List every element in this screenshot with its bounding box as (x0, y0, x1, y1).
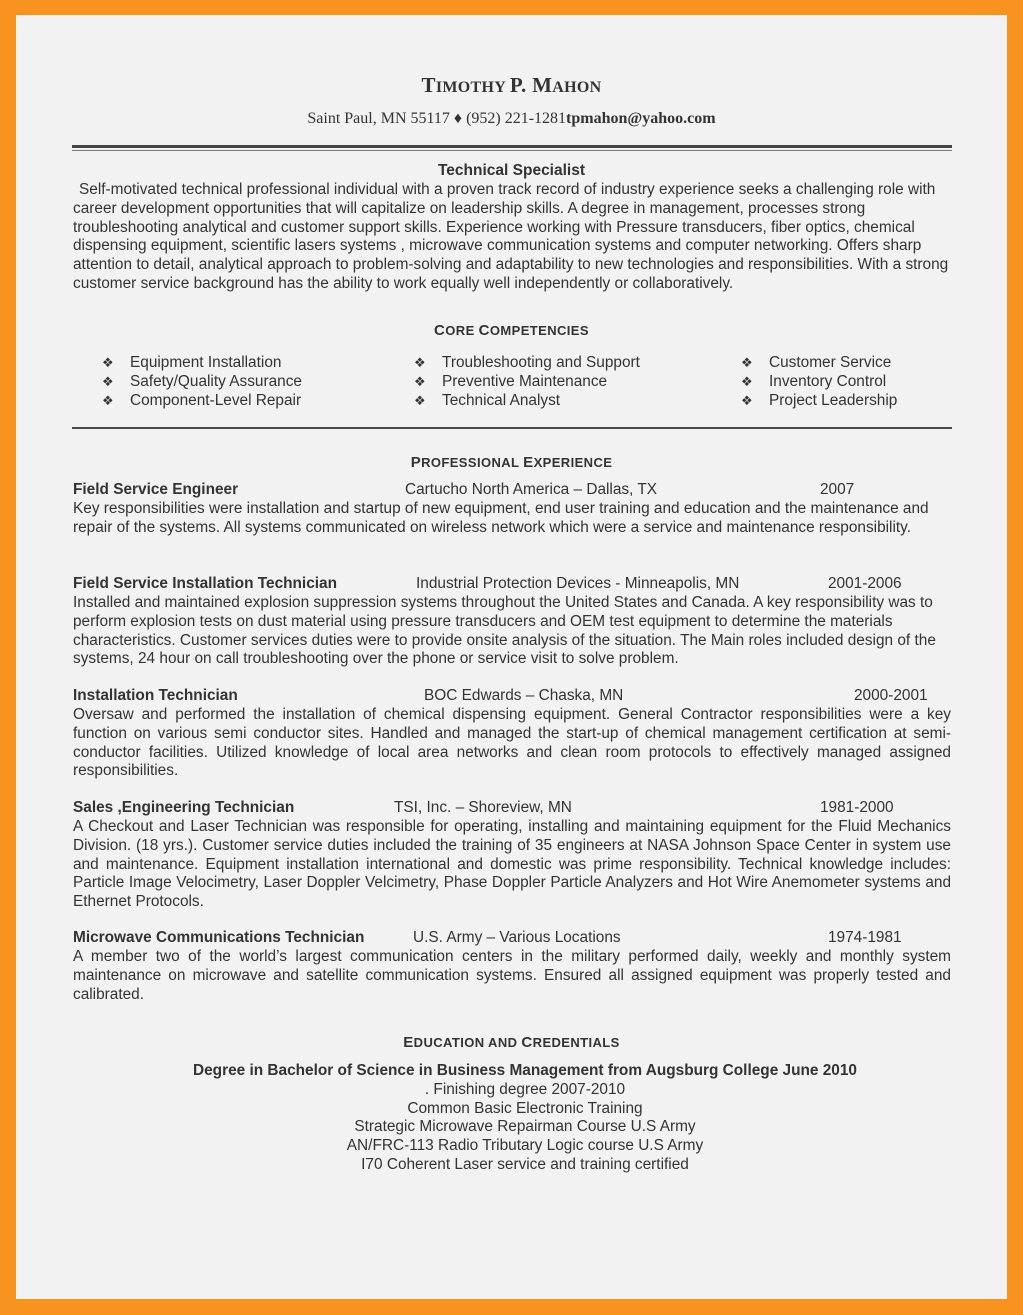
job-years: 1981-2000 (820, 799, 894, 816)
education-title (0, 1034, 1023, 1051)
job-header (73, 929, 951, 948)
title-segment: IMOTHY (435, 79, 510, 96)
competencies-divider (72, 427, 952, 429)
credential-line: I70 Coherent Laser service and training certified (361, 1155, 689, 1173)
competency-label: Safety/Quality Assurance (130, 373, 302, 390)
job-organization: U.S. Army – Various Locations (413, 929, 621, 946)
title-segment: E (523, 454, 534, 471)
job-organization: TSI, Inc. – Shoreview, MN (394, 799, 572, 816)
job-description: A member two of the world’s largest communication centers in the military performed daily, weekly and monthly system maintenance on microwave and satellite communication systems. Ensured all assigned equipment was properly tested and calibrated. (73, 948, 951, 1003)
title-segment: DUCATION AND (413, 1035, 522, 1050)
competency-label: Technical Analyst (442, 392, 561, 409)
job-title: Microwave Communications Technician (73, 929, 365, 946)
job-description: Installed and maintained explosion suppression systems throughout the United States and Canada. A key responsibility was to perform explosion tests on dust material using pressure transducers and OEM test equipment to determine the materials characteristics. Customer services duties were to provide onsite analysis of the situation. The Main roles included design of the systems, 24 hour on call troubleshooting over the phone or service visit to solve problem. (73, 594, 936, 668)
degree: Degree in Bachelor of Science in Business Management from Augsburg College June 2010 (193, 1062, 857, 1079)
competency-item (412, 372, 640, 391)
title-segment: ROFESSIONAL (421, 455, 524, 470)
job-description: A Checkout and Laser Technician was responsible for operating, installing and maintaining equipment for the Fluid Mechanics Division. (18 yrs.). Customer service duties included the training of 35 engineers at NASA Johnson Space Center in system use and maintenance. Equipment installation international and domestic was prime responsibility. Technical knowledge includes: Particle Image Velocimetry, Laser Doppler Velcimetry, Phase Doppler Particle Analyzers and Hot Wire Anemometer systems and Ethernet Protocols. (73, 818, 951, 911)
credential-line: . Finishing degree 2007-2010 (424, 1080, 626, 1098)
contact-address-phone: Saint Paul, MN 55117 ♦ (952) 221-1281 (307, 110, 567, 127)
job-years: 2007 (820, 481, 855, 498)
competency-item (100, 353, 302, 372)
diamond-bullet-icon: ❖ (741, 374, 753, 389)
job-header (73, 481, 951, 500)
competency-item (739, 353, 897, 372)
contact-email[interactable]: tpmahon@yahoo.com (566, 110, 716, 127)
job-title: Field Service Installation Technician (73, 575, 337, 592)
job-years: 1974-1981 (828, 929, 902, 946)
title-segment: REDENTIALS (532, 1035, 620, 1050)
title-segment: C (434, 322, 446, 339)
credential-line: AN/FRC-113 Radio Tributary Logic course U.S Army (346, 1137, 704, 1155)
summary-text: Self-motivated technical professional individual with a proven track record of industry experience seeks a challenging role with career development opportunities that will capitalize on leadership skills. A degree in management, processes strong troubleshooting analytical and customer support skills. Experience working with Pressure transducers, fiber optics, chemical dispensing equipment, scientific lasers systems , microwave communication systems and computer networking. Offers sharp attention to detail, analytical approach to problem-solving and adaptability to new technologies and responsibilities. With a strong customer service background has the ability to work equally well independently or collaboratively. (73, 181, 949, 292)
title-segment: E (403, 1034, 414, 1051)
title-segment: OMPETENCIES (489, 323, 589, 338)
competency-label: Customer Service (769, 354, 892, 371)
education-block (0, 1062, 1023, 1175)
diamond-bullet-icon: ❖ (414, 393, 426, 408)
competency-label: Project Leadership (769, 392, 898, 409)
job-organization: BOC Edwards – Chaska, MN (424, 687, 624, 704)
diamond-bullet-icon: ❖ (741, 393, 753, 408)
summary-heading: Technical Specialist (437, 162, 586, 179)
competency-item (100, 372, 302, 391)
job-description: Key responsibilities were installation and startup of new equipment, end user training and education and the maintenance and repair of the systems. All systems communicated on wireless network which were a service and maintenance responsibility. (73, 500, 929, 536)
job-years: 2001-2006 (828, 575, 902, 592)
title-segment: P (410, 454, 422, 471)
competency-column-3 (739, 353, 897, 410)
job-description: Oversaw and performed the installation of chemical dispensing equipment. General Contractor responsibilities were a key function on various semi conductor sites. Handled and managed the start-up of chemical management certification at semi-conductor facilities. Utilized knowledge of local area networks and clean room protocols to effectively managed assigned responsibilities. (73, 706, 951, 780)
credential-line: Common Basic Electronic Training (407, 1099, 643, 1117)
job-title: Installation Technician (73, 687, 238, 704)
job-years: 2000-2001 (854, 687, 928, 704)
diamond-bullet-icon: ❖ (741, 355, 753, 370)
competency-item (412, 391, 640, 410)
title-segment: AHON (552, 79, 602, 96)
diamond-bullet-icon: ❖ (102, 374, 114, 389)
title-segment: C (521, 1034, 533, 1051)
job-header (73, 799, 951, 818)
competency-label: Component-Level Repair (130, 392, 302, 409)
diamond-bullet-icon: ❖ (414, 374, 426, 389)
competency-label: Preventive Maintenance (442, 373, 608, 390)
title-segment: ORE (445, 323, 479, 338)
job-header (73, 575, 951, 594)
diamond-bullet-icon: ❖ (102, 393, 114, 408)
competency-item (739, 391, 897, 410)
competency-item (412, 353, 640, 372)
title-segment: C (478, 322, 490, 339)
competency-label: Troubleshooting and Support (442, 354, 640, 371)
diamond-bullet-icon: ❖ (102, 355, 114, 370)
competency-item (100, 391, 302, 410)
diamond-bullet-icon: ❖ (414, 355, 426, 370)
competency-label: Inventory Control (769, 373, 887, 390)
job-title: Field Service Engineer (73, 481, 239, 498)
title-segment: P. M (509, 73, 553, 97)
header-divider (72, 145, 952, 151)
professional-experience-title (0, 454, 1023, 471)
competency-item (739, 372, 897, 391)
candidate-name (0, 73, 1023, 98)
contact-line (0, 110, 1023, 128)
job-organization: Industrial Protection Devices - Minneapolis, MN (416, 575, 740, 592)
credential-line: Strategic Microwave Repairman Course U.S Army (354, 1118, 696, 1136)
competency-column-1 (100, 353, 302, 410)
core-competencies-title (0, 322, 1023, 339)
competency-column-2 (412, 353, 640, 410)
title-segment: T (421, 73, 436, 97)
job-header (73, 687, 951, 706)
job-title: Sales ,Engineering Technician (73, 799, 295, 816)
title-segment: XPERIENCE (533, 455, 613, 470)
competency-label: Equipment Installation (130, 354, 282, 371)
job-organization: Cartucho North America – Dallas, TX (405, 481, 658, 498)
